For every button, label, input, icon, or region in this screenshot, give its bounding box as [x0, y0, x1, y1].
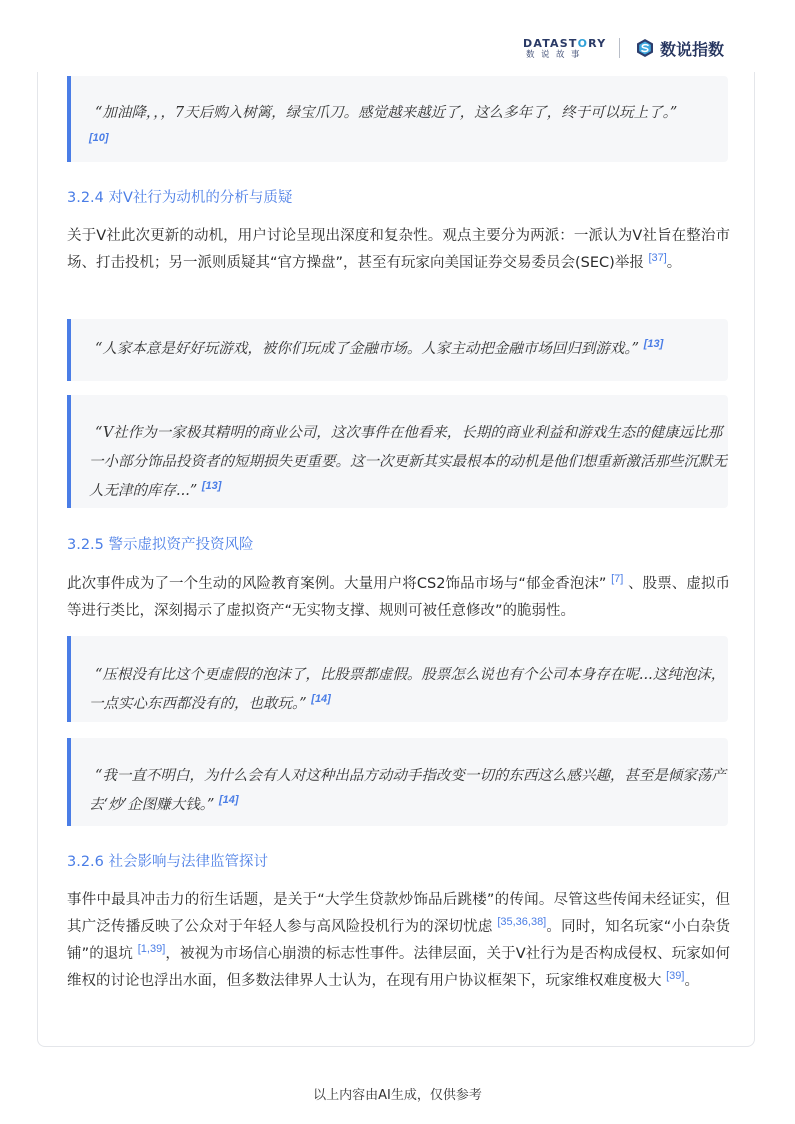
quote-block [67, 636, 728, 722]
citation-link[interactable]: [37] [648, 252, 667, 265]
ai-disclaimer-footer: 以上内容由AI生成，仅供参考 [313, 1088, 482, 1103]
quote-text: “我一直不明白，为什么会有人对这种出品方动动手指改变一切的东西这么感兴趣，甚至是倾家荡产去‘炒’企图赚大钱。” [14] [89, 768, 726, 813]
citation-link[interactable]: [14] [311, 693, 331, 706]
shuoshuo-index-logo-text: 数说指数 [660, 39, 725, 59]
citation-link[interactable]: [39] [666, 970, 685, 983]
quote-block [67, 76, 728, 162]
paragraph: 此次事件成为了一个生动的风险教育案例。大量用户将CS2饰品市场与“郁金香泡沫” [7] 、股票、虚拟币等进行类比，深刻揭示了虚拟资产“无实物支撑、规则可被任意修改”的脆弱性。 [67, 573, 731, 619]
citation-link[interactable]: [35,36,38] [497, 916, 547, 929]
paragraph: 事件中最具冲击力的衍生话题，是关于“大学生贷款炒饰品后跳楼”的传闻。尽管这些传闻未经证实，但其广泛传播反映了公众对于年轻人参与高风险投机行为的深切忧虑 [35,36,38]。同时，知名玩家“小白杂货铺”的退坑 [1,39]，被视为市场信心崩溃的标志性事件。法律层面，关于V社行为是否构成侵权、玩家如何维权的讨论也浮出水面，但多数法律界人士认为，在现有用户协议框架下，玩家维权难度极大 [39]。 [67, 892, 731, 989]
section-heading-3-2-5: 3.2.5 警示虚拟资产投资风险 [67, 537, 254, 553]
citation-link[interactable]: [14] [219, 794, 239, 807]
datastory-logo-word: DATASTORY [523, 37, 607, 50]
quote-block [67, 319, 728, 381]
logo-divider [619, 38, 620, 58]
page-header [0, 0, 795, 72]
paragraph: 关于V社此次更新的动机，用户讨论呈现出深度和复杂性。观点主要分为两派：一派认为V社旨在整治市场、打击投机；另一派则质疑其“官方操盘”，甚至有玩家向美国证券交易委员会(SEC)举报 [37]。 [67, 228, 730, 271]
quote-block [67, 395, 728, 508]
section-heading-3-2-6: 3.2.6 社会影响与法律监管探讨 [67, 854, 269, 870]
datastory-logo [523, 38, 607, 60]
quote-text: “人家本意是好好玩游戏，被你们玩成了金融市场。人家主动把金融市场回归到游戏。” [13] [95, 338, 664, 357]
shuoshuo-index-logo [635, 37, 724, 59]
citation-link[interactable]: [13] [643, 338, 664, 351]
citation-link[interactable]: [10] [89, 132, 109, 144]
hexagon-s-icon [635, 38, 655, 58]
datastory-logo-subtitle: 数说故事 [526, 50, 587, 60]
section-heading-3-2-4: 3.2.4 对V社行为动机的分析与质疑 [67, 190, 293, 206]
quote-text: “压根没有比这个更虚假的泡沫了，比股票都虚假。股票怎么说也有个公司本身存在呢...这纯泡沫，一点实心东西都没有的，也敢玩。” [14] [89, 667, 726, 712]
quote-text: “V社作为一家极其精明的商业公司，这次事件在他看来，长期的商业利益和游戏生态的健康远比那一小部分饰品投资者的短期损失更重要。这一次更新其实最根本的动机是他们想重新激活那些沉默无人无津的库存...” [13] [89, 425, 727, 499]
citation-link[interactable]: [13] [201, 480, 222, 493]
citation-link[interactable]: [7] [611, 573, 624, 586]
quote-text: “加油降，，，7天后购入树篱，绿宝爪刀。感觉越来越近了，这么多年了，终于可以玩上了。” [10] [89, 105, 678, 144]
citation-link[interactable]: [1,39] [137, 943, 166, 956]
quote-block [67, 738, 728, 826]
